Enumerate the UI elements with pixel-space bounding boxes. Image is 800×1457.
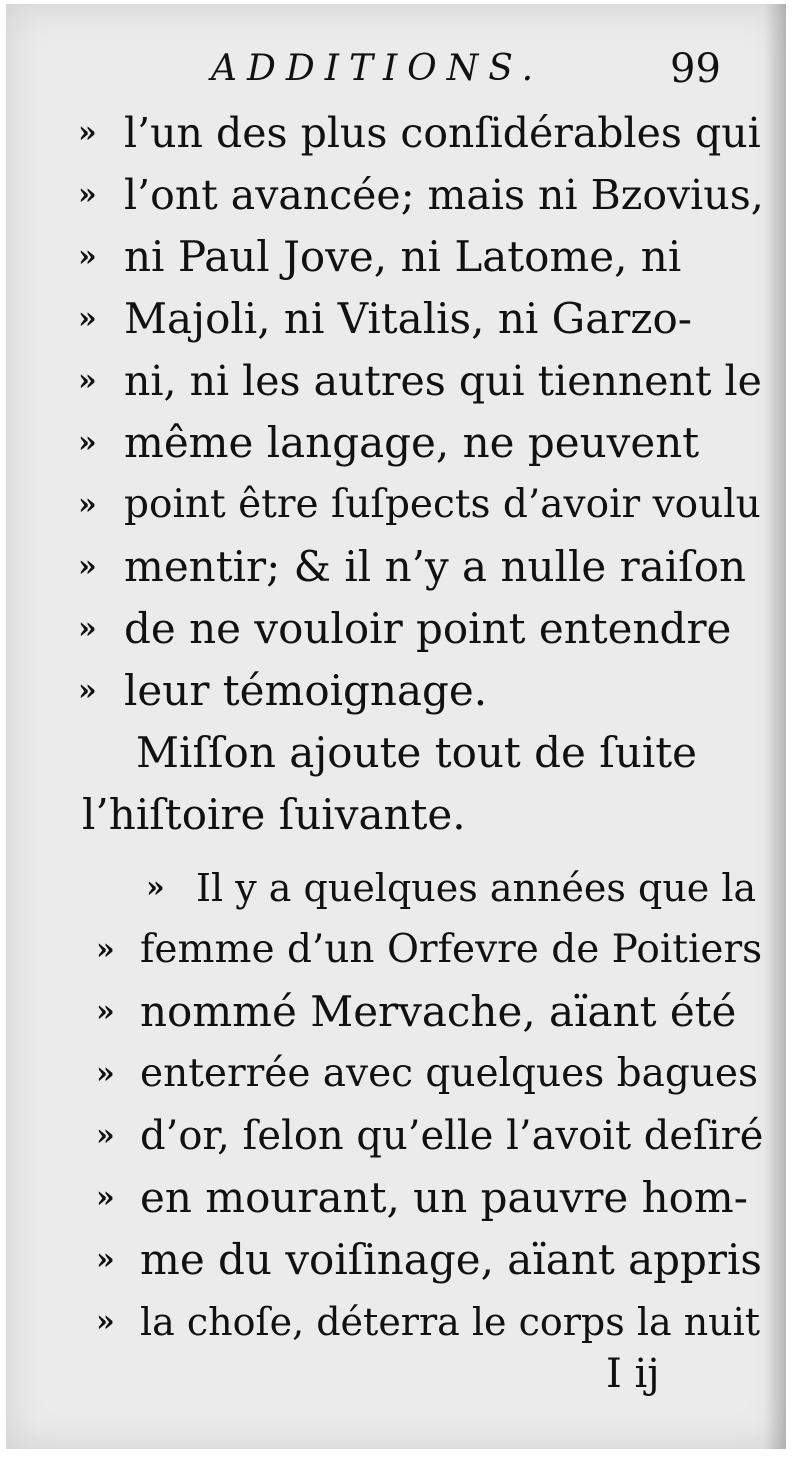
text-line: même langage, ne peuvent: [124, 418, 700, 467]
text-line: en mourant, un pauvre hom-: [140, 1173, 748, 1222]
running-title: ADDITIONS.: [211, 48, 544, 89]
text-line: Majoli, ni Vitalis, ni Garzo-: [124, 294, 692, 343]
quote-mark: »: [96, 1056, 115, 1091]
text-line: femme d’un Orfevre de Poitiers: [140, 927, 763, 972]
text-line: point être ſuſpects d’avoir voulu: [124, 482, 761, 527]
text-line: d’or, ſelon qu’elle l’avoit deſiré: [140, 1113, 764, 1159]
book-page: [6, 4, 786, 1449]
text-line: Miſſon ajoute tout de ſuite: [136, 728, 697, 777]
quote-mark: »: [78, 363, 97, 398]
text-line: enterrée avec quelques bagues: [140, 1051, 759, 1096]
page-spine-shadow: [764, 4, 786, 1449]
quote-mark: »: [78, 487, 97, 522]
text-line: ni, ni les autres qui tiennent le: [124, 357, 762, 405]
quote-mark: »: [96, 994, 115, 1029]
quote-mark: »: [96, 1304, 115, 1339]
quote-mark: »: [96, 1180, 115, 1215]
text-line: l’ont avancée; mais ni Bzovius,: [124, 171, 764, 219]
quote-mark: »: [78, 673, 97, 708]
quote-mark: »: [78, 115, 97, 150]
quote-mark: »: [96, 1242, 115, 1277]
text-line: de ne vouloir point entendre: [124, 604, 732, 653]
text-line: me du voiſinage, aïant appris: [140, 1235, 762, 1284]
text-line: l’hiſtoire ſuivante.: [82, 790, 466, 839]
quote-mark: »: [78, 549, 97, 584]
quote-mark: »: [146, 870, 165, 905]
text-line: leur témoignage.: [124, 666, 488, 715]
quote-mark: »: [78, 177, 97, 212]
text-line: nommé Mervache, aïant été: [140, 987, 737, 1036]
text-line: Il y a quelques années que la: [196, 866, 757, 910]
page-number: 99: [670, 46, 721, 92]
quote-mark: »: [78, 301, 97, 336]
quote-mark: »: [78, 425, 97, 460]
text-line: l’un des plus conſidérables qui: [124, 109, 761, 157]
quote-mark: »: [78, 239, 97, 274]
text-line: mentir; & il n’y a nulle raiſon: [124, 542, 747, 591]
quote-mark: »: [96, 1118, 115, 1153]
text-line: la choſe, déterra le corps la nuit: [140, 1300, 761, 1344]
quote-mark: »: [96, 932, 115, 967]
quote-mark: »: [78, 611, 97, 646]
signature-mark: I ij: [606, 1351, 660, 1397]
text-line: ni Paul Jove, ni Latome, ni: [124, 232, 682, 281]
